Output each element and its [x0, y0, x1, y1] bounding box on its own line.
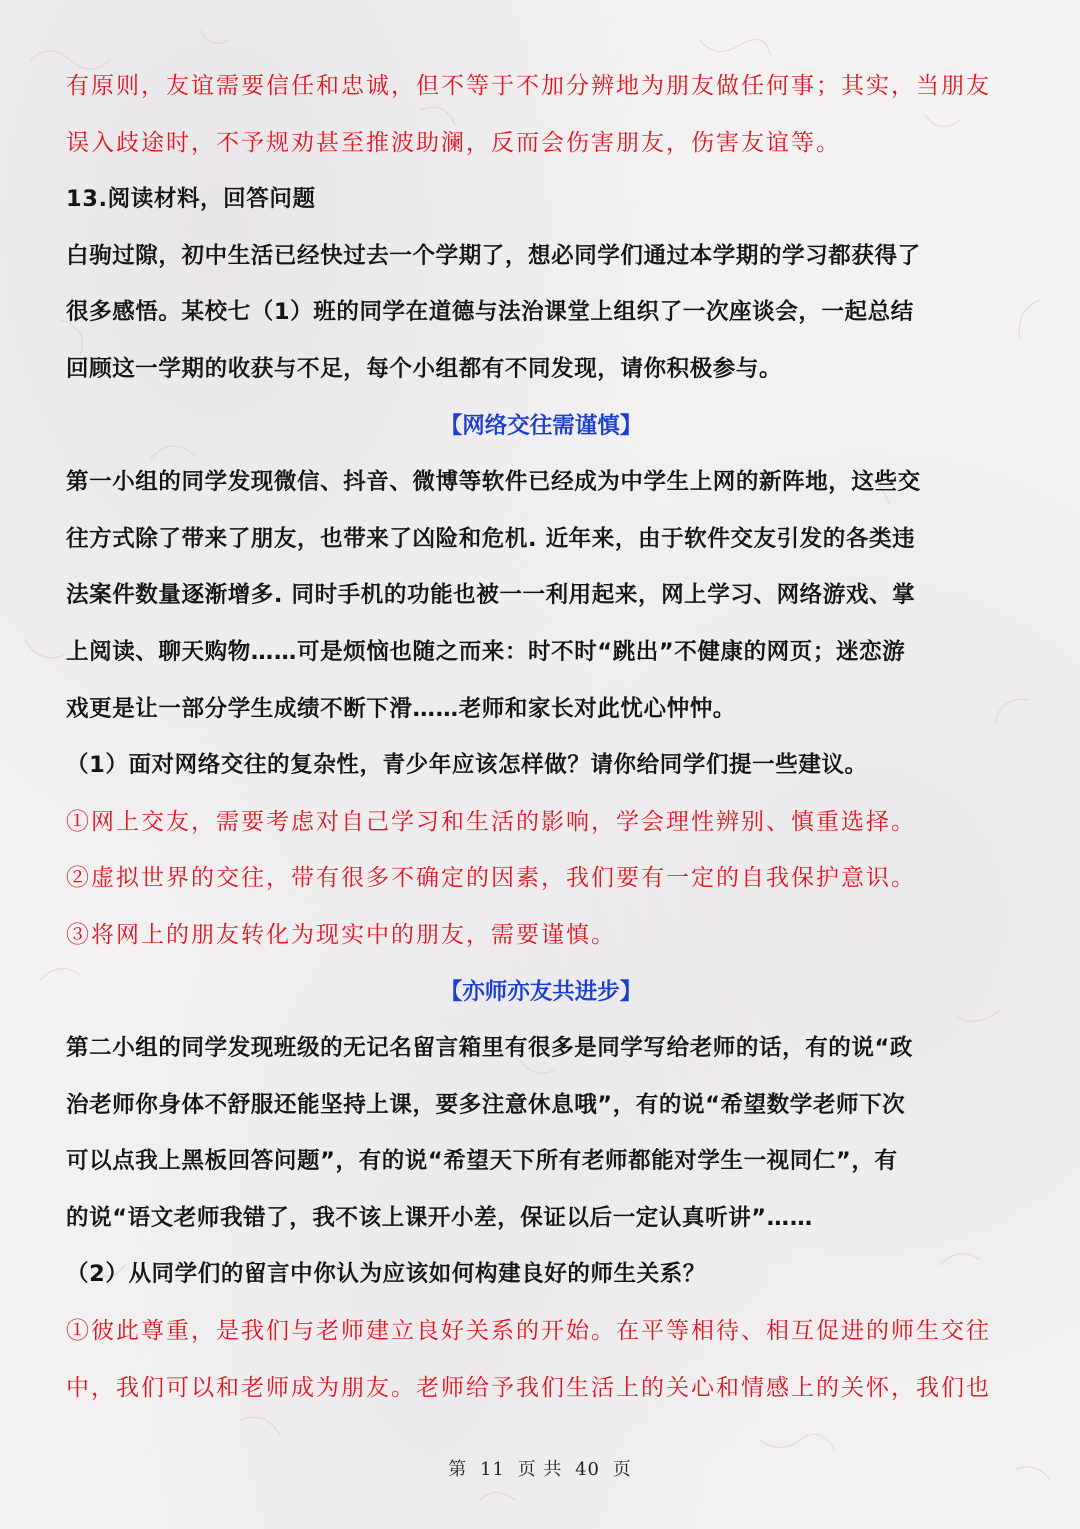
answer-text-line: ①网上交友，需要考虑对自己学习和生活的影响，学会理性辨别、慎重选择。 — [66, 808, 916, 835]
footer-current-page: 11 — [479, 1459, 505, 1480]
answer-text-line: ③将网上的朋友转化为现实中的朋友，需要谨慎。 — [66, 921, 616, 948]
body-text-line: 13.阅读材料，回答问题 — [66, 186, 316, 213]
body-text-line: 第一小组的同学发现微信、抖音、微博等软件已经成为中学生上网的新阵地，这些交 — [66, 469, 921, 496]
answer-text-line: 误入歧途时，不予规劝甚至推波助澜，反而会伤害朋友，伤害友谊等。 — [66, 129, 841, 156]
section-heading: 【网络交往需谨慎】 — [439, 412, 643, 439]
body-text-line: 回顾这一学期的收获与不足，每个小组都有不同发现，请你积极参与。 — [66, 355, 783, 382]
body-text-line: 很多感悟。某校七（1）班的同学在道德与法治课堂上组织了一次座谈会，一起总结 — [66, 299, 914, 326]
body-text-line: 上阅读、聊天购物……可是烦恼也随之而来：时不时“跳出”不健康的网页；迷恋游 — [66, 638, 906, 665]
answer-text-line: ①彼此尊重，是我们与老师建立良好关系的开始。在平等相待、相互促进的师生交往 — [66, 1318, 991, 1345]
body-text-line: 第二小组的同学发现班级的无记名留言箱里有很多是同学写给老师的话，有的说“政 — [66, 1035, 913, 1062]
body-text-line: 戏更是让一部分学生成绩不断下滑……老师和家长对此忧心忡忡。 — [66, 695, 736, 722]
body-text-line: 白驹过隙，初中生活已经快过去一个学期了，想必同学们通过本学期的学习都获得了 — [66, 242, 921, 269]
section-heading: 【亦师亦友共进步】 — [439, 978, 643, 1005]
body-text-line: 的说“语文老师我错了，我不该上课开小差，保证以后一定认真听讲”…… — [66, 1204, 813, 1231]
answer-text-line: 有原则，友谊需要信任和忠诚，但不等于不加分辨地为朋友做任何事；其实，当朋友 — [66, 73, 991, 99]
body-text-line: 可以点我上黑板回答问题”，有的说“希望天下所有老师都能对学生一视同仁”，有 — [66, 1148, 898, 1175]
footer-suffix: 页 — [612, 1459, 632, 1480]
footer-total-pages: 40 — [575, 1459, 600, 1480]
body-text-line: 治老师你身体不舒服还能坚持上课，要多注意休息哦”，有的说“希望数学老师下次 — [66, 1091, 906, 1118]
footer-prefix: 第 — [448, 1459, 468, 1480]
page-footer — [0, 1455, 1080, 1481]
body-text-line: 法案件数量逐渐增多. 同时手机的功能也被一一利用起来，网上学习、网络游戏、掌 — [66, 582, 916, 609]
document-body — [66, 58, 1016, 1416]
answer-text-line: 中，我们可以和老师成为朋友。老师给予我们生活上的关心和情感上的关怀，我们也 — [66, 1374, 991, 1401]
body-text-line: （2）从同学们的留言中你认为应该如何构建良好的师生关系？ — [66, 1261, 706, 1288]
answer-text-line: ②虚拟世界的交往，带有很多不确定的因素，我们要有一定的自我保护意识。 — [66, 865, 916, 892]
footer-middle: 页 共 — [517, 1459, 563, 1480]
body-text-line: 往方式除了带来了朋友，也带来了凶险和危机. 近年来，由于软件交友引发的各类违 — [66, 525, 916, 552]
body-text-line: （1）面对网络交往的复杂性，青少年应该怎样做？请你给同学们提一些建议。 — [66, 752, 868, 779]
